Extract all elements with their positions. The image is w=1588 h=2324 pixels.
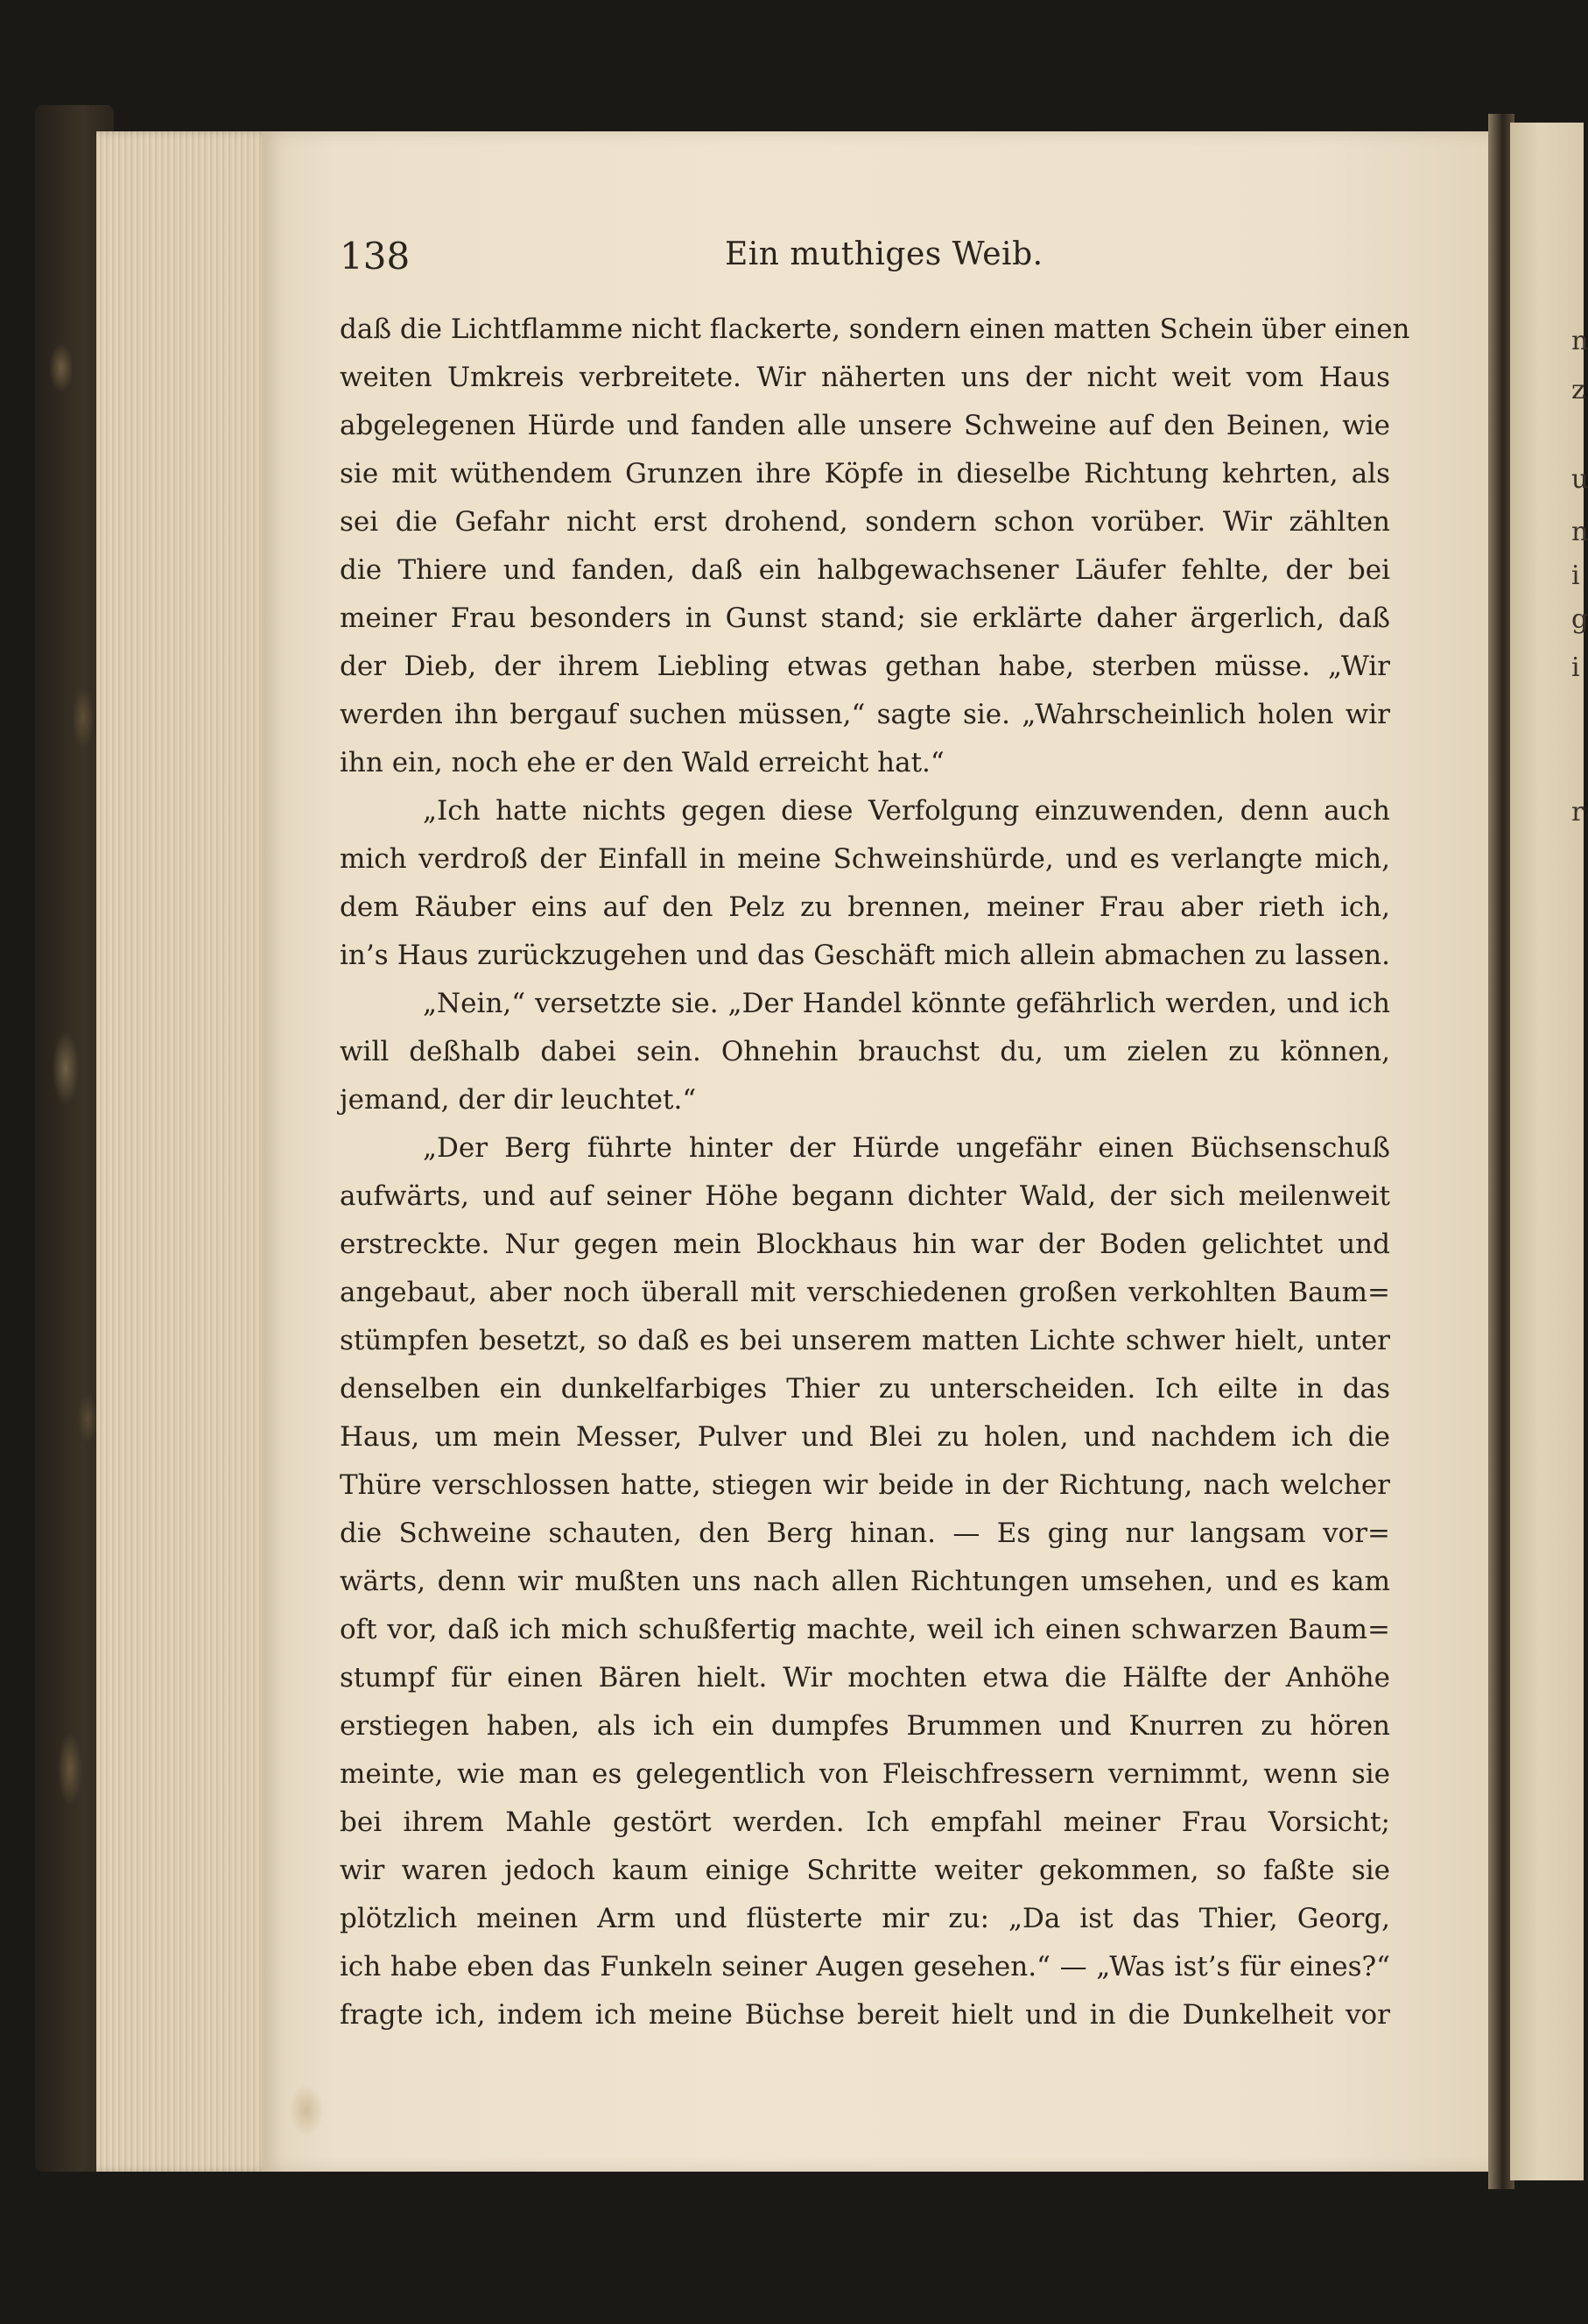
text-line: „Nein,“ versetzte sie. „Der Handel könnte gefährlich werden, und ich xyxy=(423,988,1390,1019)
text-line: in’s Haus zurückzugehen und das Geschäft mich allein abmachen zu lassen. xyxy=(340,940,1390,971)
text-line: weiten Umkreis verbreitete. Wir näherten uns der nicht weit vom Haus xyxy=(340,362,1390,393)
text-line: fragte ich, indem ich meine Büchse bereit hielt und in die Dunkelheit vor xyxy=(340,1999,1390,2031)
text-line: daß die Lichtflamme nicht flackerte, sondern einen matten Schein über einen xyxy=(340,313,1410,345)
text-line: „Ich hatte nichts gegen diese Verfolgung einzuwenden, denn auch xyxy=(423,795,1390,827)
text-line: oft vor, daß ich mich schußfertig machte, weil ich einen schwarzen Baum= xyxy=(340,1614,1390,1645)
text-line: plötzlich meinen Arm und flüsterte mir zu: „Da ist das Thier, Georg, xyxy=(340,1903,1390,1934)
text-line: Thüre verschlossen hatte, stiegen wir beide in der Richtung, nach welcher xyxy=(340,1469,1390,1501)
text-line: meiner Frau besonders in Gunst stand; sie erklärte daher ärgerlich, daß xyxy=(340,602,1390,634)
text-line: wir waren jedoch kaum einige Schritte weiter gekommen, so faßte sie xyxy=(340,1855,1390,1886)
text-line: die Thiere und fanden, daß ein halbgewachsener Läufer fehlte, der bei xyxy=(340,554,1390,586)
running-title: Ein muthiges Weib. xyxy=(725,236,1043,272)
text-line: der Dieb, der ihrem Liebling etwas gethan habe, sterben müsse. „Wir xyxy=(340,651,1390,682)
page-header xyxy=(340,235,1373,287)
text-line: mich verdroß der Einfall in meine Schweinshürde, und es verlangte mich, xyxy=(340,843,1390,875)
text-line: denselben ein dunkelfarbiges Thier zu unterscheiden. Ich eilte in das xyxy=(340,1373,1390,1405)
facing-page-letter: g xyxy=(1571,604,1588,635)
facing-page-letter: i xyxy=(1571,652,1580,683)
facing-page-letter: n xyxy=(1571,326,1588,356)
text-line: sie mit wüthendem Grunzen ihre Köpfe in dieselbe Richtung kehrten, als xyxy=(340,458,1390,489)
text-line: jemand, der dir leuchtet.“ xyxy=(340,1084,697,1116)
text-line: wärts, denn wir mußten uns nach allen Richtungen umsehen, und es kam xyxy=(340,1566,1390,1597)
text-line: stumpf für einen Bären hielt. Wir mochten etwa die Hälfte der Anhöhe xyxy=(340,1662,1390,1694)
text-line: stümpfen besetzt, so daß es bei unserem matten Lichte schwer hielt, unter xyxy=(340,1325,1390,1356)
facing-page-letter: r xyxy=(1571,797,1584,827)
text-line: sei die Gefahr nicht erst drohend, sondern schon vorüber. Wir zählten xyxy=(340,506,1390,538)
facing-page-letter: n xyxy=(1571,517,1588,547)
text-line: ich habe eben das Funkeln seiner Augen gesehen.“ — „Was ist’s für eines?“ xyxy=(340,1951,1390,1982)
text-line: „Der Berg führte hinter der Hürde ungefähr einen Büchsenschuß xyxy=(423,1132,1390,1164)
page-edges xyxy=(96,131,271,2172)
facing-page-letter: z xyxy=(1571,375,1585,405)
paper-stain xyxy=(289,2084,324,2137)
facing-page-letter: u xyxy=(1571,464,1588,495)
text-line: angebaut, aber noch überall mit verschiedenen großen verkohlten Baum= xyxy=(340,1277,1390,1308)
facing-page xyxy=(1510,123,1584,2180)
text-line: erstiegen haben, als ich ein dumpfes Brummen und Knurren zu hören xyxy=(340,1710,1390,1742)
text-line: ihn ein, noch ehe er den Wald erreicht hat.“ xyxy=(340,747,945,778)
text-line: werden ihn bergauf suchen müssen,“ sagte sie. „Wahrscheinlich holen wir xyxy=(340,699,1390,730)
text-line: meinte, wie man es gelegentlich von Fleischfressern vernimmt, wenn sie xyxy=(340,1758,1390,1790)
text-line: erstreckte. Nur gegen mein Blockhaus hin war der Boden gelichtet und xyxy=(340,1229,1390,1260)
text-line: die Schweine schauten, den Berg hinan. — Es ging nur langsam vor= xyxy=(340,1518,1390,1549)
text-line: abgelegenen Hürde und fanden alle unsere Schweine auf den Beinen, wie xyxy=(340,410,1390,441)
page-number: 138 xyxy=(340,235,411,278)
text-line: will deßhalb dabei sein. Ohnehin brauchst du, um zielen zu können, xyxy=(340,1036,1390,1067)
text-line: bei ihrem Mahle gestört werden. Ich empfahl meiner Frau Vorsicht; xyxy=(340,1806,1390,1838)
text-line: aufwärts, und auf seiner Höhe begann dichter Wald, der sich meilenweit xyxy=(340,1180,1390,1212)
text-line: dem Räuber eins auf den Pelz zu brennen, meiner Frau aber rieth ich, xyxy=(340,891,1390,923)
text-line: Haus, um mein Messer, Pulver und Blei zu holen, und nachdem ich die xyxy=(340,1421,1390,1453)
facing-page-letter: i xyxy=(1571,560,1580,591)
